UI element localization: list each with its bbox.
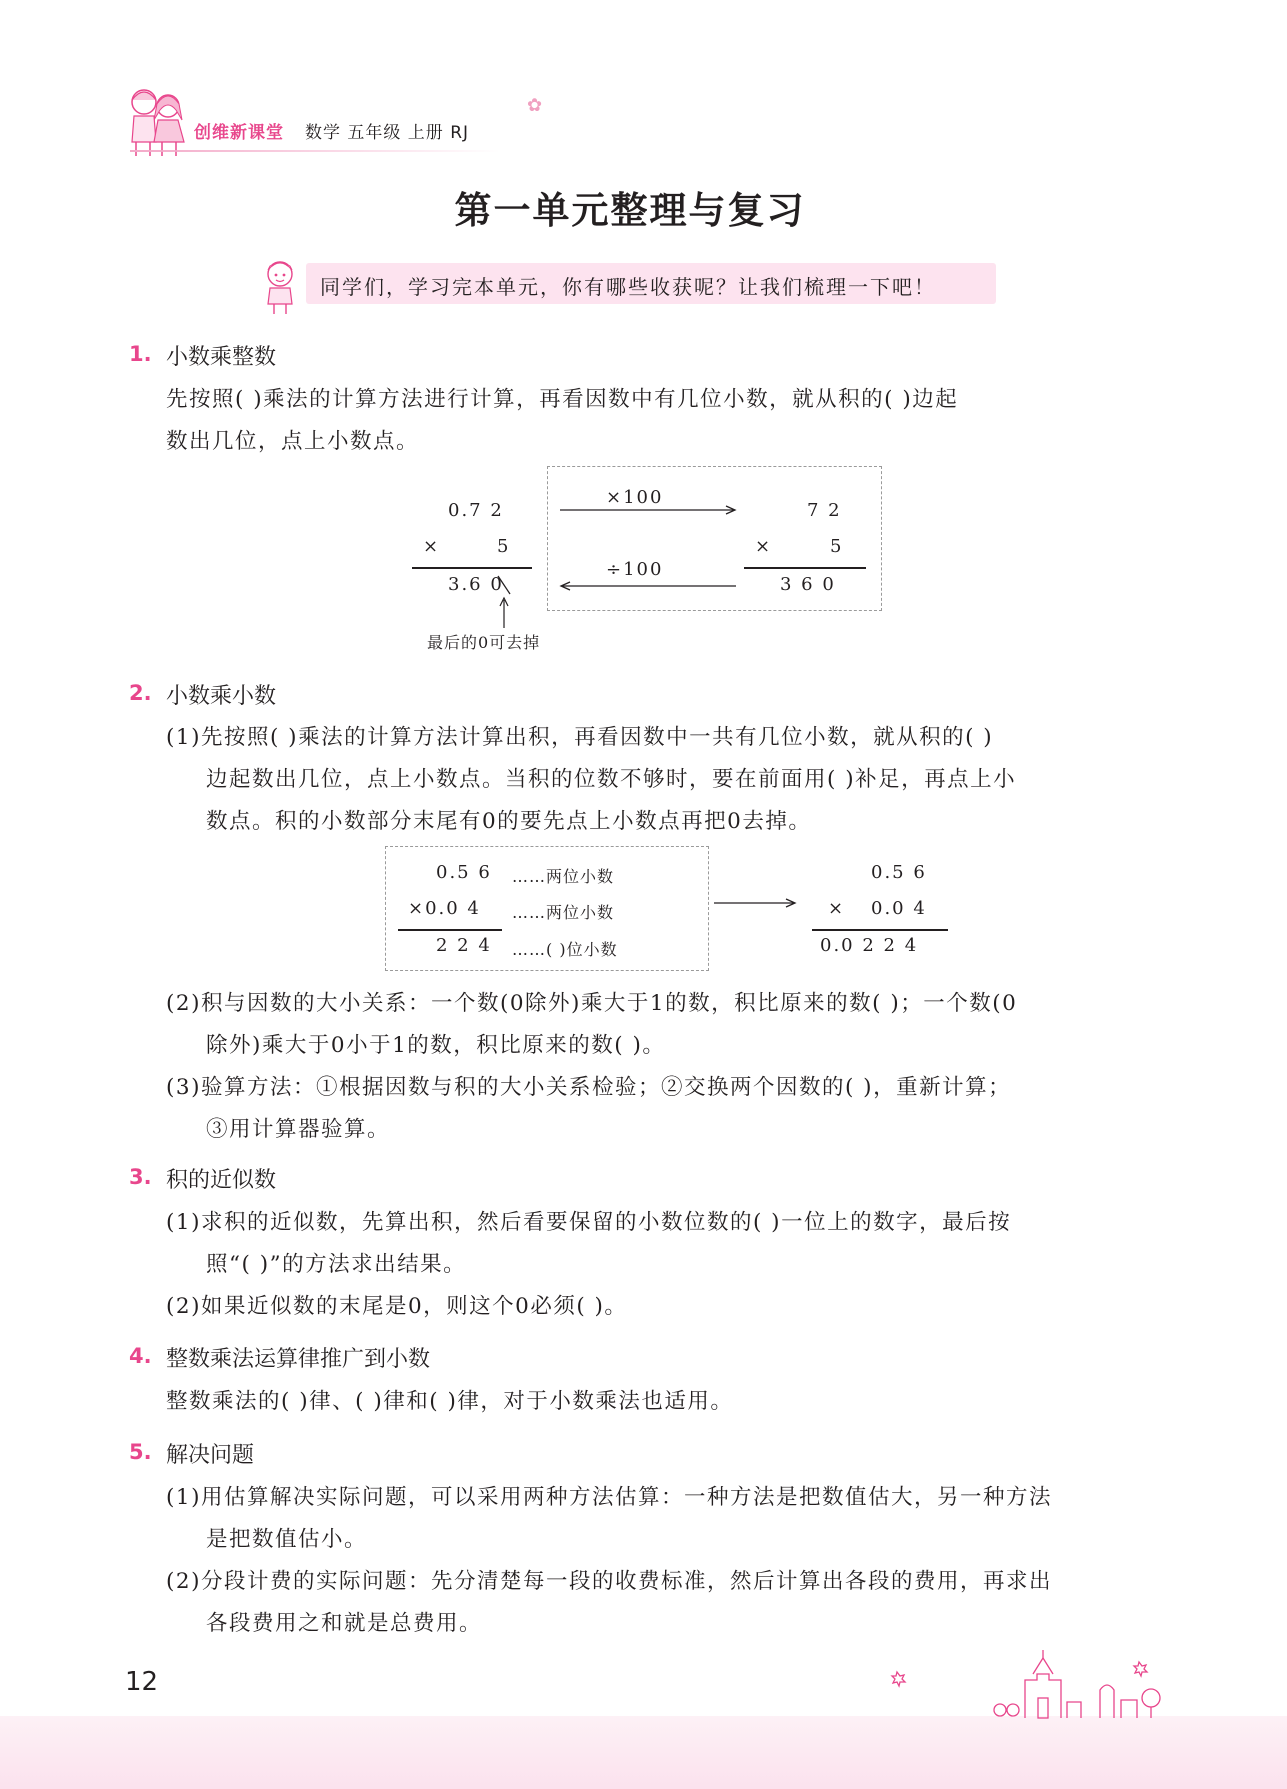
factor-a-note: ……两位小数 bbox=[512, 867, 615, 886]
strike-note: 最后的0可去掉 bbox=[427, 633, 541, 652]
sum-line bbox=[812, 929, 948, 931]
multiply-sign: × bbox=[755, 536, 773, 557]
text-line: 边起数出几位，点上小数点。当积的位数不够时，要在前面用( )补足，再点上小 bbox=[206, 767, 1017, 792]
product: 0.0 2 2 4 bbox=[820, 935, 919, 956]
section-heading: 整数乘法运算律推广到小数 bbox=[166, 1347, 431, 1372]
text-line: (1)先按照( )乘法的计算方法计算出积，再看因数中一共有几位小数，就从积的( ) bbox=[166, 725, 994, 750]
text-line: ③用计算器验算。 bbox=[206, 1117, 391, 1142]
multiply-sign: × bbox=[423, 536, 441, 557]
section-number: 4. bbox=[129, 1344, 152, 1368]
factor-b: ×0.0 4 bbox=[408, 898, 481, 919]
sum-line bbox=[398, 929, 502, 931]
left-arrow-icon bbox=[558, 580, 738, 592]
product: 2 2 4 bbox=[436, 935, 492, 956]
section-heading: 小数乘小数 bbox=[166, 684, 277, 709]
factor-b-note: ……两位小数 bbox=[512, 903, 615, 922]
castle-decoration-icon bbox=[875, 1650, 1175, 1722]
text-line: 是把数值估小。 bbox=[206, 1527, 368, 1552]
flower-icon: ✿ bbox=[527, 95, 543, 116]
header-divider bbox=[130, 150, 500, 152]
text-line: 先按照( )乘法的计算方法进行计算，再看因数中有几位小数，就从积的( )边起 bbox=[166, 387, 959, 412]
section-number: 1. bbox=[129, 342, 152, 366]
text-line: 除外)乘大于0小于1的数，积比原来的数( )。 bbox=[206, 1033, 666, 1058]
text-line: (2)分段计费的实际问题：先分清楚每一段的收费标准，然后计算出各段的费用，再求出 bbox=[166, 1569, 1052, 1594]
factor-b: 5 bbox=[497, 536, 511, 557]
product: 3 6 0 bbox=[780, 574, 836, 595]
section-number: 2. bbox=[129, 681, 152, 705]
factor-a: 0.7 2 bbox=[448, 500, 504, 521]
footer-band bbox=[0, 1716, 1287, 1789]
product-note: ……( )位小数 bbox=[512, 940, 618, 959]
section-heading: 积的近似数 bbox=[166, 1168, 277, 1193]
header-brand: 创维新课堂 bbox=[194, 123, 284, 143]
product: 3.6 0 bbox=[448, 574, 504, 595]
text-line: 照“( )”的方法求出结果。 bbox=[206, 1252, 467, 1277]
arrow-label-times: ×100 bbox=[606, 487, 664, 508]
page-number: 12 bbox=[125, 1667, 159, 1697]
strike-and-up-arrow-icon bbox=[494, 572, 516, 630]
section-number: 3. bbox=[129, 1165, 152, 1189]
sum-line bbox=[412, 567, 532, 569]
right-arrow-icon bbox=[712, 897, 798, 909]
text-line: 各段费用之和就是总费用。 bbox=[206, 1611, 483, 1636]
boy-avatar-icon bbox=[258, 256, 304, 316]
section-number: 5. bbox=[129, 1440, 152, 1464]
factor-a: 0.5 6 bbox=[871, 862, 927, 883]
text-line: (2)如果近似数的末尾是0，则这个0必须( )。 bbox=[166, 1294, 628, 1319]
factor-b: 0.0 4 bbox=[871, 898, 927, 919]
right-arrow-icon bbox=[558, 504, 738, 516]
sum-line bbox=[744, 567, 866, 569]
text-line: (3)验算方法：①根据因数与积的大小关系检验；②交换两个因数的( )，重新计算； bbox=[166, 1075, 1012, 1100]
text-line: 整数乘法的( )律、( )律和( )律，对于小数乘法也适用。 bbox=[166, 1389, 734, 1414]
section-heading: 小数乘整数 bbox=[166, 345, 277, 370]
text-line: (2)积与因数的大小关系：一个数(0除外)乘大于1的数，积比原来的数( )；一个数(0 bbox=[166, 991, 1018, 1016]
text-line: (1)求积的近似数，先算出积，然后看要保留的小数位数的( )一位上的数字，最后按 bbox=[166, 1210, 1012, 1235]
header-book-info: 数学 五年级 上册 RJ bbox=[305, 123, 470, 143]
factor-a: 0.5 6 bbox=[436, 862, 492, 883]
text-line: 数出几位，点上小数点。 bbox=[166, 429, 420, 454]
section-heading: 解决问题 bbox=[166, 1443, 255, 1468]
text-line: 数点。积的小数部分末尾有0的要先点上小数点再把0去掉。 bbox=[206, 809, 812, 834]
text-line: (1)用估算解决实际问题，可以采用两种方法估算：一种方法是把数值估大，另一种方法 bbox=[166, 1485, 1052, 1510]
intro-text: 同学们，学习完本单元，你有哪些收获呢？让我们梳理一下吧！ bbox=[320, 275, 936, 299]
arrow-label-divide: ÷100 bbox=[606, 559, 664, 580]
page-title: 第一单元整理与复习 bbox=[454, 189, 806, 232]
multiply-sign: × bbox=[828, 898, 846, 919]
kids-logo-icon bbox=[122, 80, 190, 160]
factor-b: 5 bbox=[830, 536, 844, 557]
factor-a: 7 2 bbox=[807, 500, 842, 521]
